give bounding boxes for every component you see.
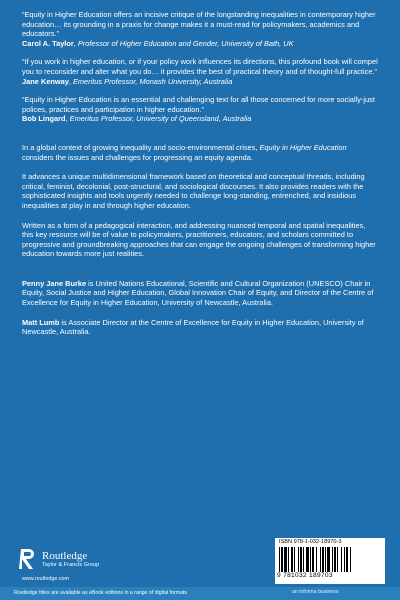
description-paragraph: It advances a unique multidimensional framework based on theoretical and conceptual threads, including critical, feminist, decolonial, post-structural, and sociological discourses. It also provides readers with the sophisticated insights and tools urgently needed to challenge long-standing, entrenched, and insidious inequalities at play in and through higher education. (22, 172, 365, 210)
review-quote (22, 57, 378, 86)
isbn-label: ISBN 978-1-032-18970-3 (279, 539, 342, 545)
quote-role: Emeritus Professor, University of Queensland, Australia (69, 114, 252, 124)
barcode-bar (332, 547, 333, 572)
author-bio-text: is United Nations Educational, Scientific and Cultural Organization (UNESCO) Chair in Equity, Social Justice and Higher Education, Global Innovation Chair of Equity, and Director of the Centre of Excellence for Equity in Higher Education, University of Newcastle, Australia. (22, 278, 374, 308)
quote-text: “Equity in Higher Education is an essential and challenging text for all those concerned for more socially-just polices, practices and participation in higher education.” (22, 95, 375, 114)
barcode-bar (294, 547, 295, 572)
barcode-bar (310, 547, 311, 572)
barcode-bar (303, 547, 304, 572)
book-title-inline: Equity in Higher Education (259, 142, 347, 152)
barcode-digits: 9 781032 189703 (277, 572, 333, 579)
barcode-bar (284, 547, 287, 572)
barcode-bar (344, 547, 345, 572)
quote-role: Emeritus Professor, Monash University, Australia (72, 76, 233, 86)
publisher-group: Taylor & Francis Group (42, 561, 100, 568)
quote-author: Carol A. Taylor (22, 38, 74, 48)
publisher-logo (18, 544, 168, 574)
intro-before: In a global context of growing inequality and socio-environmental crises, (22, 142, 260, 152)
barcode-bar (291, 547, 293, 572)
barcode-bar (288, 547, 289, 572)
barcode-icon (279, 547, 381, 572)
informa-tagline: an informa business (292, 589, 339, 595)
barcode-bar (325, 547, 326, 572)
quote-text: “If you work in higher education, or if your policy work influences its directions, this profound book will compel you to reconsider and alter what you do… it provides the best of practical theory and of thought-full practice.” (22, 57, 378, 76)
barcode-bar (320, 547, 321, 572)
intro-paragraph (22, 143, 378, 162)
barcode-bar (312, 547, 314, 572)
barcode-bar (300, 547, 302, 572)
author-bio-text: is Associate Director at the Centre of Excellence for Equity in Higher Education, University of Newcastle, Australia. (22, 317, 364, 337)
barcode-block (275, 538, 385, 584)
barcode-bar (350, 547, 351, 572)
author-bio (22, 279, 378, 308)
barcode-bar (337, 547, 338, 572)
publisher-url[interactable]: www.routledge.com (22, 576, 70, 582)
publisher-name: Routledge (42, 549, 88, 562)
barcode-bar (322, 547, 324, 572)
description-paragraph: Written as a form of a pedagogical interaction, and addressing nuanced temporal and spatial inequalities, this key resource will be of value to policymakers, practitioners, educators, and scholars committed to progressive and groundbreaking approaches that can engage the ongoing challenges of transforming higher education towards more just realities. (22, 220, 376, 259)
quote-attribution: Carol A. Taylor, Professor of Higher Education and Gender, University of Bath, UK (22, 38, 294, 48)
intro-after: considers the issues and challenges for progressing an equity agenda. (22, 152, 253, 162)
quote-author: Bob Lingard (22, 114, 66, 124)
quote-attribution: Bob Lingard, Emeritus Professor, University of Queensland, Australia (22, 114, 252, 124)
author-name: Matt Lumb (22, 317, 60, 327)
review-quote (22, 10, 378, 48)
routledge-logo-icon (18, 547, 36, 571)
review-quote (22, 95, 378, 124)
quote-text: “Equity in Higher Education offers an incisive critique of the longstanding inequalities in contemporary higher education… its grounding in a praxis for change makes it a must-read for policymakers, academics and educators.” (22, 10, 376, 39)
barcode-bar (327, 547, 330, 572)
barcode-bar (341, 547, 342, 572)
barcode-bar (298, 547, 299, 572)
cover-text (22, 10, 378, 347)
barcode-bar (279, 547, 280, 572)
author-bio (22, 318, 378, 337)
quote-author: Jane Kenway (22, 76, 69, 86)
barcode-bar (281, 547, 283, 572)
barcode-bar (346, 547, 348, 572)
quote-attribution: Jane Kenway, Emeritus Professor, Monash University, Australia (22, 76, 233, 86)
quote-role: Professor of Higher Education and Gender, University of Bath, UK (77, 38, 294, 48)
ebook-footnote: Routledge titles are available as eBook editions in a range of digital formats (0, 587, 400, 600)
author-name: Penny Jane Burke (22, 278, 87, 288)
barcode-bar (306, 547, 309, 572)
barcode-bar (316, 547, 317, 572)
barcode-bar (334, 547, 336, 572)
